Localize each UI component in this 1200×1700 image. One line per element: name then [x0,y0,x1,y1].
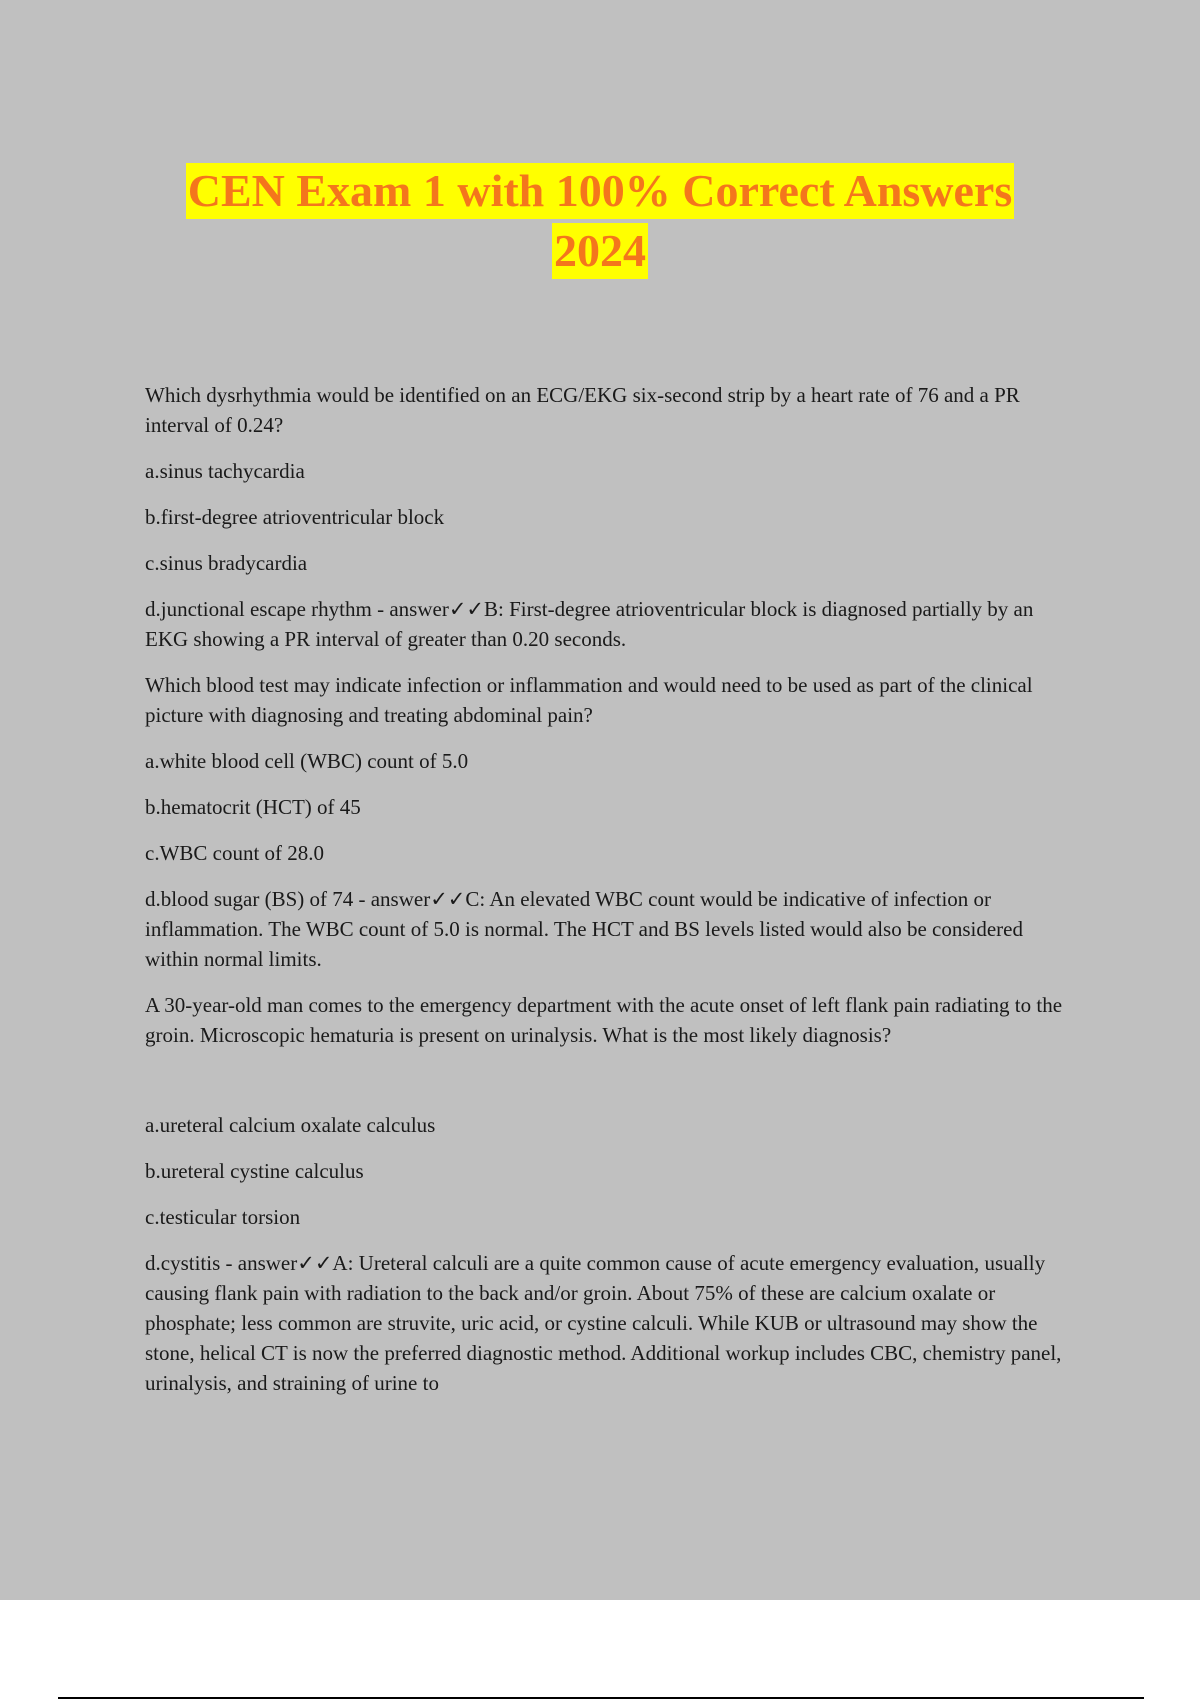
question-2-option-b: b.hematocrit (HCT) of 45 [145,795,361,819]
question-list [145,380,1075,1414]
question-1-option-c: c.sinus bradycardia [145,551,308,575]
title-line-1: CEN Exam 1 with 100% Correct Answers [186,163,1015,219]
question-2-option-a: a.white blood cell (WBC) count of 5.0 [145,749,469,773]
question-3-option-d-answer: d.cystitis - answer✓✓A: Ureteral calculi are a quite common cause of acute emergency evaluation, usually causing flank pain with radiation to the back and/or groin. About 75% of these are calcium oxalate or phosphate; less common are struvite, uric acid, or cystine calculi. While KUB or ultrasound may show the stone, helical CT is now the preferred diagnostic method. Additional workup includes CBC, chemistry panel, urinalysis, and straining of urine to [145,1251,1062,1395]
document-title [0,163,1200,283]
question-2-stem: Which blood test may indicate infection or inflammation and would need to be used as part of the clinical picture with diagnosing and treating abdominal pain? [145,673,1033,727]
question-2-option-c: c.WBC count of 28.0 [145,841,325,865]
footer-divider [58,1697,1144,1699]
title-line-2: 2024 [552,223,648,279]
question-3-option-a: a.ureteral calcium oxalate calculus [145,1113,436,1137]
question-1-option-a: a.sinus tachycardia [145,459,305,483]
question-3-option-b: b.ureteral cystine calculus [145,1159,364,1183]
question-2-option-d-answer: d.blood sugar (BS) of 74 - answer✓✓C: An elevated WBC count would be indicative of infection or inflammation. The WBC count of 5.0 is normal. The HCT and BS levels listed would also be considered within normal limits. [145,887,1023,971]
question-1-option-d-answer: d.junctional escape rhythm - answer✓✓B: First-degree atrioventricular block is diagnosed partially by an EKG showing a PR interval of greater than 0.20 seconds. [145,597,1034,651]
question-3-stem: A 30-year-old man comes to the emergency department with the acute onset of left flank pain radiating to the groin. Microscopic hematuria is present on urinalysis. What is the most likely diagnosis? [145,993,1063,1047]
question-1-stem: Which dysrhythmia would be identified on an ECG/EKG six-second strip by a heart rate of 76 and a PR interval of 0.24? [145,383,1020,437]
question-3-option-c: c.testicular torsion [145,1205,301,1229]
question-1-option-b: b.first-degree atrioventricular block [145,505,445,529]
